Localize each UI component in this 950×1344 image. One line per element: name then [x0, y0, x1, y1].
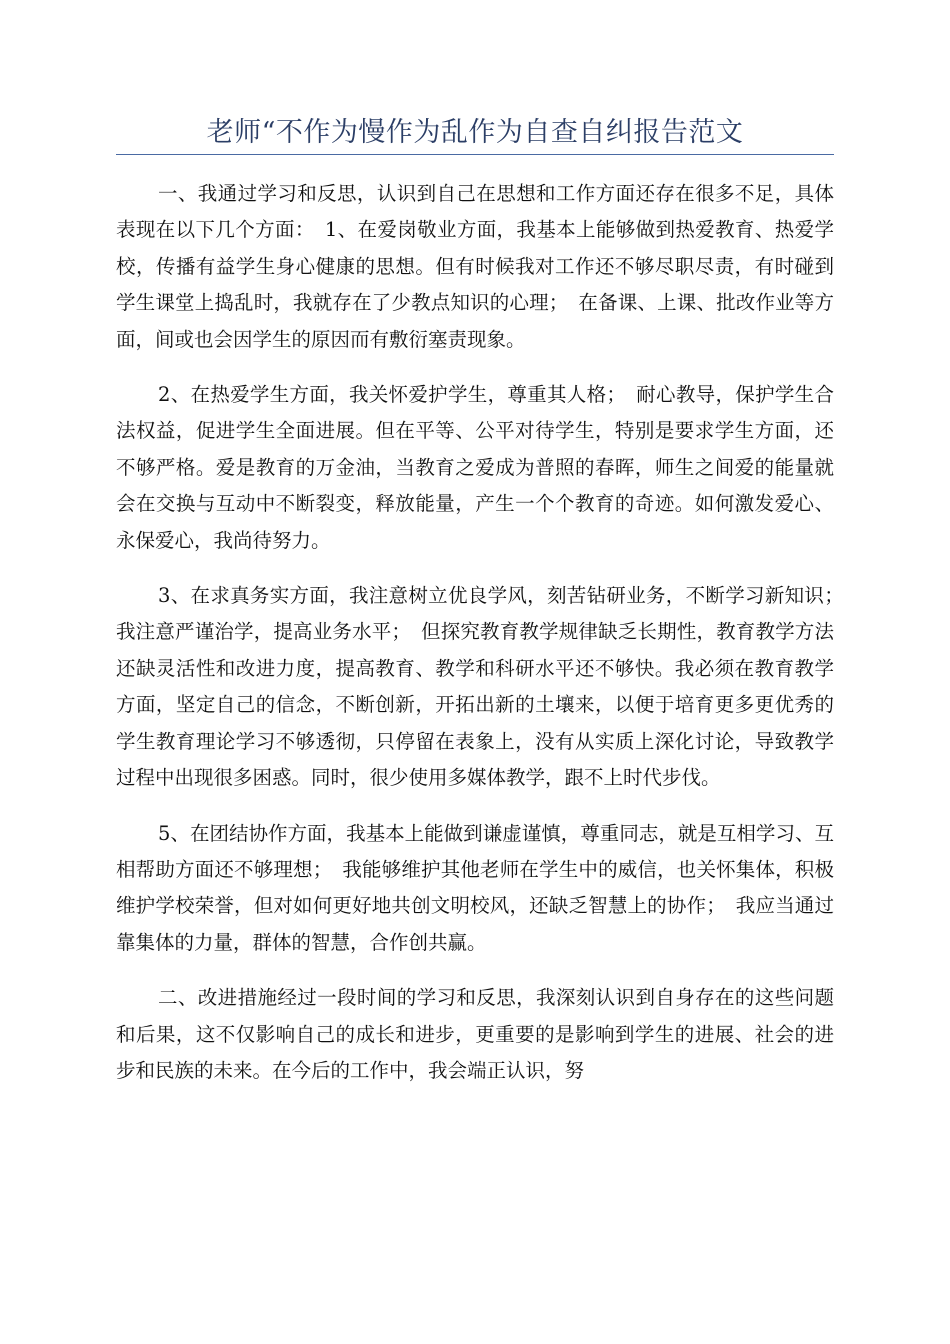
- paragraph-caring-for-students: 2、在热爱学生方面，我关怀爱护学生，尊重其人格； 耐心教导，保护学生合法权益，促进学生全面进展。但在平等、公平对待学生，特别是要求学生方面，还不够严格。爱是教育的万金油，当教育之爱成为普照的春晖，师生之间爱的能量就会在交换与互动中不断裂变，释放能量，产生一个个教育的奇迹。如何激发爱心、永保爱心，我尚待努力。: [116, 383, 834, 552]
- document-body: [116, 176, 854, 1108]
- paragraph-self-reflection-intro: 一、我通过学习和反思，认识到自己在思想和工作方面还存在很多不足，具体表现在以下几个方面： 1、在爱岗敬业方面，我基本上能够做到热爱教育、热爱学校，传播有益学生身心健康的思想。但有时候我对工作还不够尽职尽责，有时碰到学生课堂上捣乱时，我就存在了少教点知识的心理； 在备课、上课、批改作业等方面，间或也会因学生的原因而有敷衍塞责现象。: [116, 182, 834, 351]
- paragraph-teamwork: 5、在团结协作方面，我基本上能做到谦虚谨慎，尊重同志，就是互相学习、互相帮助方面还不够理想； 我能够维护其他老师在学生中的威信，也关怀集体，积极维护学校荣誉，但对如何更好地共创文明校风，还缺乏智慧上的协作； 我应当通过靠集体的力量，群体的智慧，合作创共赢。: [116, 821, 834, 954]
- paragraph-improvement-measures: 二、改进措施经过一段时间的学习和反思，我深刻认识到自身存在的这些问题和后果，这不仅影响自己的成长和进步，更重要的是影响到学生的进展、社会的进步和民族的未来。在今后的工作中，我会端正认识，努: [116, 986, 834, 1082]
- title-underline: [116, 154, 834, 155]
- paragraph-seeking-truth: 3、在求真务实方面，我注意树立优良学风，刻苦钻研业务，不断学习新知识； 我注意严谨治学，提高业务水平； 但探究教育教学规律缺乏长期性，教育教学方法还缺灵活性和改进力度，提高教育、教学和科研水平还不够快。我必须在教育教学方面，坚定自己的信念，不断创新，开拓出新的土壤来，以便于培育更多更优秀的学生教育理论学习不够透彻，只停留在表象上，没有从实质上深化讨论，导致教学过程中出现很多困惑。同时，很少使用多媒体教学，跟不上时代步伐。: [116, 584, 854, 790]
- document-title: 老师“不作为慢作为乱作为自查自纠报告范文: [206, 117, 744, 148]
